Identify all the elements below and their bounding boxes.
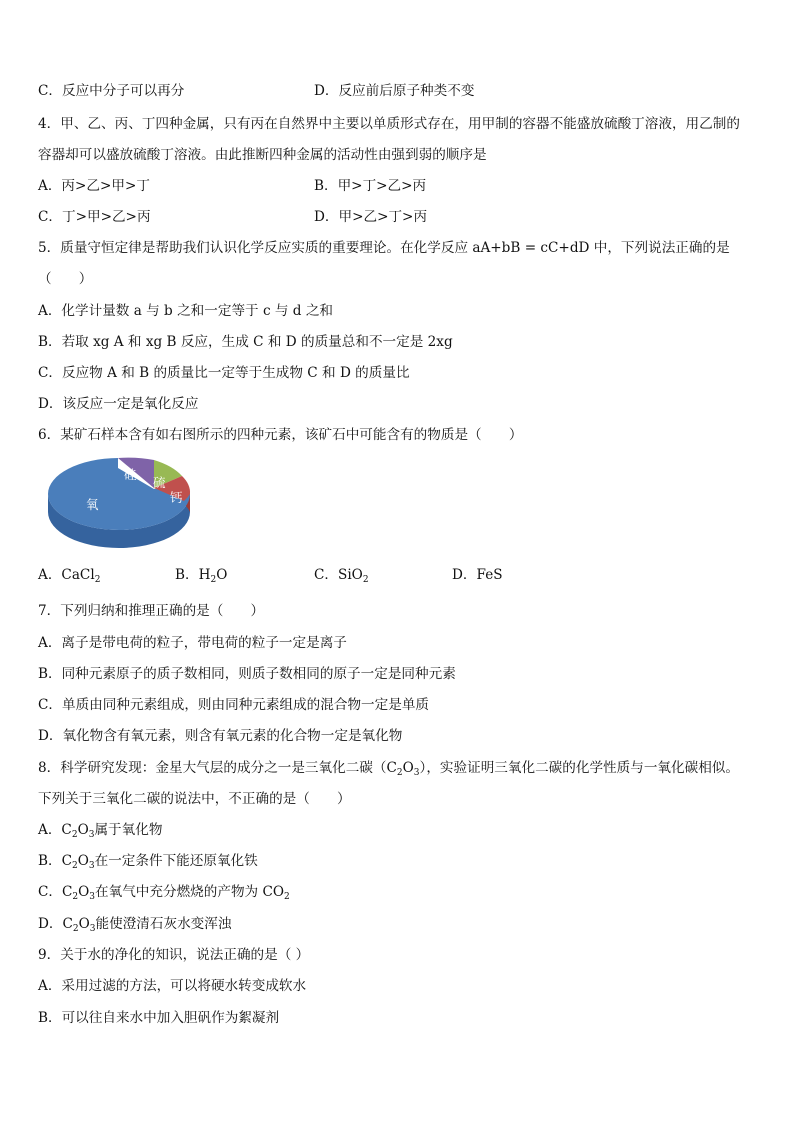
formula-subscript: 3 bbox=[88, 861, 95, 871]
formula-subscript: 3 bbox=[89, 892, 96, 902]
q8-option-c bbox=[38, 883, 290, 906]
option-letter: A． bbox=[38, 567, 62, 583]
option-text: 属于氧化物 bbox=[94, 822, 163, 838]
option-text: 能使澄清石灰水变浑浊 bbox=[95, 916, 232, 932]
q4-option-b: B．甲>丁>乙>丙 bbox=[314, 178, 427, 194]
q4-option-a: A．丙>乙>甲>丁 bbox=[38, 178, 150, 194]
formula-text: C bbox=[62, 884, 73, 900]
formula-subscript: 2 bbox=[396, 768, 403, 778]
stem-text: 8．科学研究发现：金星大气层的成分之一是三氧化二碳（C bbox=[38, 760, 397, 776]
q3-option-d: D．反应前后原子种类不变 bbox=[314, 83, 475, 99]
option-letter: B． bbox=[38, 853, 62, 869]
formula-text: O bbox=[78, 884, 90, 900]
q7-option-d: D．氧化物含有氧元素，则含有氧元素的化合物一定是氧化物 bbox=[38, 728, 403, 744]
formula-subscript: 2 bbox=[94, 575, 101, 585]
formula-subscript: 2 bbox=[71, 830, 78, 840]
q3-option-c: C．反应中分子可以再分 bbox=[38, 83, 185, 99]
q6-stem: 6．某矿石样本含有如右图所示的四种元素，该矿石中可能含有的物质是（ ） bbox=[38, 427, 523, 443]
formula-text: H bbox=[198, 567, 211, 583]
option-letter: D． bbox=[452, 567, 477, 583]
option-text: 在氧气中充分燃烧的产物为 CO bbox=[95, 884, 285, 900]
formula-text: C bbox=[62, 916, 73, 932]
formula-subscript: 2 bbox=[72, 924, 79, 934]
q5-option-c: C．反应物 A 和 B 的质量比一定等于生成物 C 和 D 的质量比 bbox=[38, 365, 410, 381]
q6-option-d bbox=[452, 566, 503, 584]
q6-option-a bbox=[38, 566, 100, 589]
q5-option-b: B．若取 xg A 和 xg B 反应，生成 C 和 D 的质量总和不一定是 2xg bbox=[38, 334, 453, 350]
pie-label-calcium: 钙 bbox=[170, 490, 183, 505]
formula-text: C bbox=[61, 853, 72, 869]
q8-option-b bbox=[38, 852, 258, 875]
q5-answer-paren: （ ） bbox=[38, 271, 93, 287]
formula-text: FeS bbox=[476, 567, 503, 583]
formula-text: SiO bbox=[338, 567, 363, 583]
q4-option-d: D．甲>乙>丁>丙 bbox=[314, 209, 428, 225]
formula-subscript: 2 bbox=[362, 575, 369, 585]
formula-text: O bbox=[77, 822, 89, 838]
formula-subscript: 2 bbox=[210, 575, 217, 585]
option-letter: C． bbox=[38, 884, 62, 900]
q6-option-c bbox=[314, 566, 369, 589]
formula-text: O bbox=[78, 916, 90, 932]
q5-option-a: A．化学计量数 a 与 b 之和一定等于 c 与 d 之和 bbox=[38, 303, 334, 319]
formula-subscript: 3 bbox=[88, 830, 95, 840]
formula-text: O bbox=[216, 567, 228, 583]
formula-text: O bbox=[77, 853, 89, 869]
formula-text: CaCl bbox=[61, 567, 95, 583]
pie-label-oxygen: 氧 bbox=[86, 497, 99, 512]
formula-subscript: 3 bbox=[89, 924, 96, 934]
pie-chart-svg bbox=[44, 456, 194, 556]
q5-option-d: D．该反应一定是氧化反应 bbox=[38, 396, 199, 412]
q7-option-c: C．单质由同种元素组成，则由同种元素组成的混合物一定是单质 bbox=[38, 697, 430, 713]
q8-option-a bbox=[38, 821, 162, 844]
option-text: 在一定条件下能还原氧化铁 bbox=[94, 853, 258, 869]
q7-stem: 7．下列归纳和推理正确的是（ ） bbox=[38, 603, 265, 619]
q4-stem-line2: 容器却可以盛放硫酸丁溶液。由此推断四种金属的活动性由强到弱的顺序是 bbox=[38, 147, 487, 163]
q8-stem-line2: 下列关于三氧化二碳的说法中，不正确的是（ ） bbox=[38, 791, 351, 807]
q7-option-b: B．同种元素原子的质子数相同，则质子数相同的原子一定是同种元素 bbox=[38, 666, 456, 682]
q5-stem-line1: 5．质量守恒定律是帮助我们认识化学反应实质的重要理论。在化学反应 aA+bB = cC+dD 中，下列说法正确的是 bbox=[38, 240, 730, 256]
pie-label-silicon: 硅 bbox=[124, 467, 137, 482]
formula-subscript: 2 bbox=[72, 892, 79, 902]
option-letter: D． bbox=[38, 916, 63, 932]
q9-stem: 9．关于水的净化的知识，说法正确的是（ ） bbox=[38, 947, 310, 963]
stem-text: ），实验证明三氧化二碳的化学性质与一氧化碳相似。 bbox=[419, 760, 739, 776]
q7-option-a: A．离子是带电荷的粒子，带电荷的粒子一定是离子 bbox=[38, 635, 347, 651]
formula-text: O bbox=[402, 760, 414, 776]
option-letter: A． bbox=[38, 822, 62, 838]
q8-stem-line1 bbox=[38, 759, 739, 782]
option-letter: C． bbox=[314, 567, 338, 583]
element-pie-chart bbox=[44, 456, 194, 556]
formula-text: C bbox=[61, 822, 72, 838]
formula-subscript: 2 bbox=[72, 861, 78, 871]
formula-subscript: 3 bbox=[413, 768, 420, 778]
pie-label-sulfur: 硫 bbox=[153, 475, 166, 490]
q4-stem-line1: 4．甲、乙、丙、丁四种金属，只有丙在自然界中主要以单质形式存在，用甲制的容器不能盛放硫酸丁溶液，用乙制的 bbox=[38, 116, 740, 132]
option-letter: B． bbox=[175, 567, 199, 583]
formula-subscript: 2 bbox=[284, 892, 290, 902]
q6-option-b bbox=[175, 566, 227, 589]
q9-option-b: B．可以往自来水中加入胆矾作为絮凝剂 bbox=[38, 1010, 280, 1026]
q8-option-d bbox=[38, 915, 231, 938]
q9-option-a: A．采用过滤的方法，可以将硬水转变成软水 bbox=[38, 978, 307, 994]
q4-option-c: C．丁>甲>乙>丙 bbox=[38, 209, 151, 225]
